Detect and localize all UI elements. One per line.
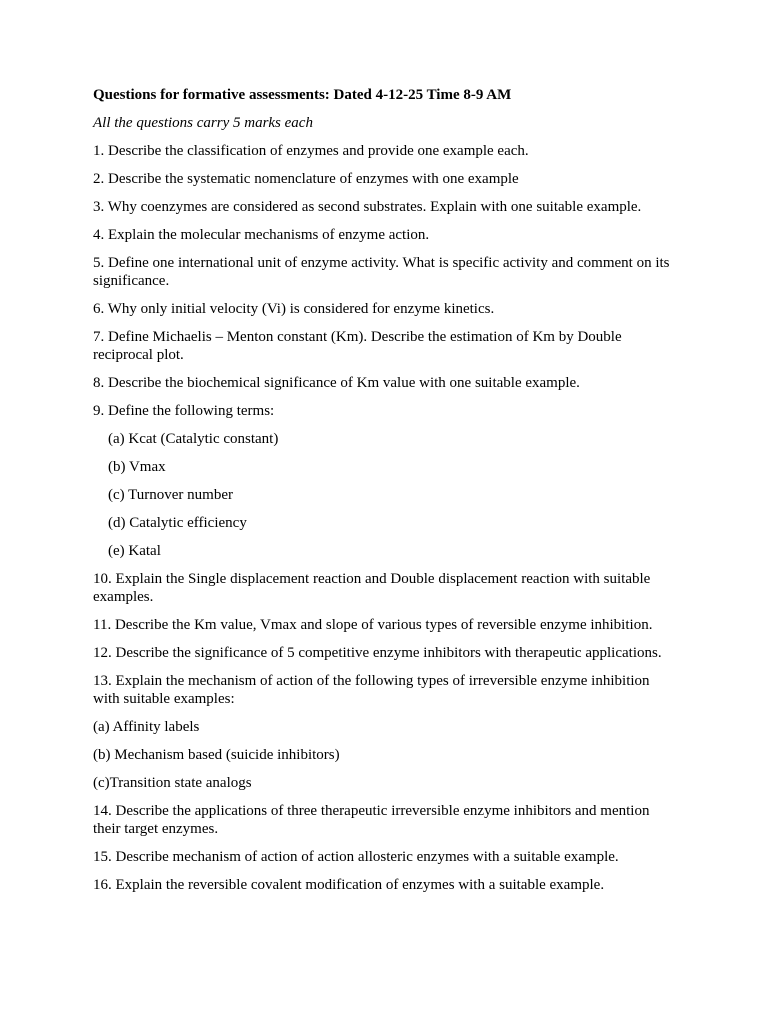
document-title: Questions for formative assessments: Dated 4-12-25 Time 8-9 AM <box>93 87 512 103</box>
question-13-type-c: (c)Transition state analogs <box>93 775 252 791</box>
question-9-term-c: (c) Turnover number <box>108 487 233 503</box>
question-5: 5. Define one international unit of enzyme activity. What is specific activity and comment on its significance. <box>93 255 670 289</box>
question-9-term-e: (e) Katal <box>108 543 161 559</box>
question-9-term-a: (a) Kcat (Catalytic constant) <box>108 431 279 447</box>
question-3: 3. Why coenzymes are considered as second substrates. Explain with one suitable example. <box>93 199 642 215</box>
question-14: 14. Describe the applications of three therapeutic irreversible enzyme inhibitors and mention their target enzymes. <box>93 803 650 837</box>
question-9-term-b: (b) Vmax <box>108 459 166 475</box>
question-1: 1. Describe the classification of enzymes and provide one example each. <box>93 143 529 159</box>
question-11: 11. Describe the Km value, Vmax and slope of various types of reversible enzyme inhibition. <box>93 617 653 633</box>
question-6: 6. Why only initial velocity (Vi) is considered for enzyme kinetics. <box>93 301 495 317</box>
question-10: 10. Explain the Single displacement reaction and Double displacement reaction with suitable examples. <box>93 571 651 605</box>
question-7: 7. Define Michaelis – Menton constant (Km). Describe the estimation of Km by Double reciprocal plot. <box>93 329 622 363</box>
question-13-type-b: (b) Mechanism based (suicide inhibitors) <box>93 747 340 763</box>
marks-note: All the questions carry 5 marks each <box>93 115 313 131</box>
question-2: 2. Describe the systematic nomenclature of enzymes with one example <box>93 171 519 187</box>
question-4: 4. Explain the molecular mechanisms of enzyme action. <box>93 227 430 243</box>
document-page <box>93 86 678 904</box>
question-9-term-d: (d) Catalytic efficiency <box>108 515 247 531</box>
question-8: 8. Describe the biochemical significance of Km value with one suitable example. <box>93 375 580 391</box>
question-9: 9. Define the following terms: <box>93 403 275 419</box>
question-15: 15. Describe mechanism of action of action allosteric enzymes with a suitable example. <box>93 849 619 865</box>
question-16: 16. Explain the reversible covalent modification of enzymes with a suitable example. <box>93 877 605 893</box>
question-13-type-a: (a) Affinity labels <box>93 719 200 735</box>
question-13: 13. Explain the mechanism of action of the following types of irreversible enzyme inhibition with suitable examples: <box>93 673 650 707</box>
question-12: 12. Describe the significance of 5 competitive enzyme inhibitors with therapeutic applications. <box>93 645 662 661</box>
